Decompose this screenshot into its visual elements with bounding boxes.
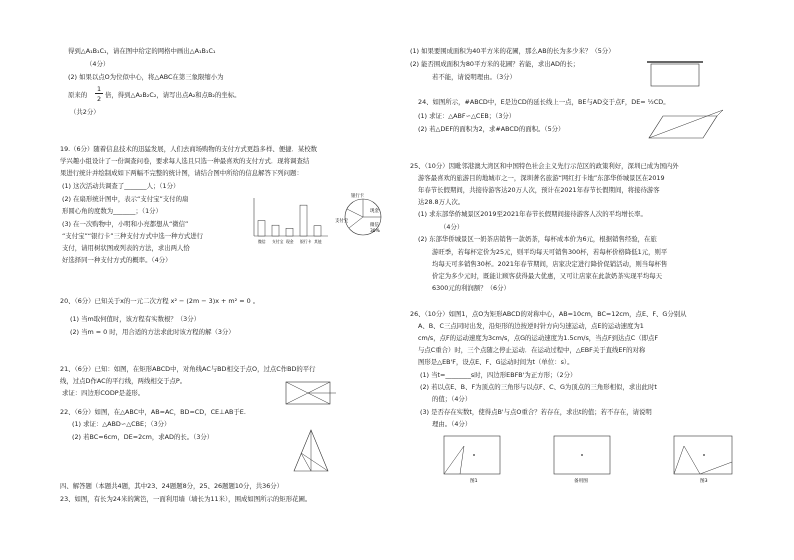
q25-sub1-score: （4分）	[440, 223, 464, 231]
q25-line1: 25、（10分）因毗邻港澳大湾区和中国特色社会主义先行示范区的政策利好，深圳已成为国内外	[410, 162, 679, 170]
q26-line2: A、B、C三点同时出发，沿矩形的边按逆时针方向匀速运动，点E的运动速度为1	[418, 322, 644, 330]
q18-line4b: 倍，得到△A₂B₂C₂，请写出点A₂和点B₂的坐标。	[105, 91, 241, 99]
q24-sub2: (2) 若△DEF的面积为2，求#ABCD的面积。（5分）	[418, 125, 565, 133]
q25-sub2a: (2) 东部华侨城景区一奶茶店销售一款奶茶，每杯成本价为6元，根据销售经验，在旅	[418, 235, 657, 243]
q21-line3: 求证：四边形CODP是菱形。	[62, 389, 145, 397]
q19-sub3c: 支付，请用树状图或列表的方法，求出两人恰	[62, 244, 190, 252]
bar-label-3: 银行卡	[300, 239, 312, 244]
pie-label-bank: 银行卡	[351, 194, 365, 199]
q24-sub1: (1) 求证：△ABF∽△CEB；（3分）	[418, 112, 516, 120]
pie-label-alipay: 支付宝	[335, 219, 349, 224]
q19-sub3b: “支付宝”“银行卡”三种支付方式中选一种方式进行	[62, 232, 204, 240]
q22-sub1: (1) 求证：△ABD∽△CBE；（3分）	[72, 420, 171, 428]
q18-line3: (2) 如果以点O为位似中心，将△ABC在第三象限缩小为	[68, 73, 224, 81]
q22-line1: 22、（6分）如图，在△ABC中，AB=AC，BD=CD，CE⊥AB于E.	[60, 408, 246, 416]
bar-0	[258, 221, 265, 236]
q26-line3: cm/s，点F的运动速度为3cm/s，点G的运动速度为1.5cm/s，当点F到达点C（即点F	[418, 334, 659, 342]
q26-sub2b: 的值；（4分）	[432, 395, 472, 403]
bar-chart	[248, 196, 330, 246]
q25-line4: 达28.8万人次。	[418, 198, 465, 206]
q26-sub3b: 理由。（4分）	[432, 420, 472, 428]
q21-line1: 21、（6分）已知：如图，在矩形ABCD中，对角线AC与BD相交于点O，过点C作BD的平行	[60, 365, 316, 373]
bar-label-4: 其他	[314, 239, 322, 244]
pie-label-cash: 现金	[370, 209, 379, 214]
q19-sub2b: 形圆心角的度数为_______；（1分）	[62, 207, 162, 215]
pie-label-wechat-pct: 30%	[370, 229, 380, 234]
section-4-heading: 四、解答题（本题共4题，其中23、24题题8分，25、26题题10分，共36分）	[60, 482, 284, 490]
q19-sub3a: (3) 在一次购物中，小明和小亮都想从“微信”	[62, 220, 189, 228]
q24-line1: 24、如图所示，#ABCD中，E是边CD的延长线上一点，BE与AD交于点F，DE= ½CD。	[418, 98, 670, 106]
q20-line1: 20、（6分）已知关于x的一元二次方程 x² − (2m − 3)x + m² = 0 。	[60, 297, 260, 305]
q18-line1: 得到△A₁B₁C₁，请在图中给定的网格中画出△A₁B₁C₁	[68, 47, 216, 55]
q23-sub1: (1) 如果要围成面积为40平方米的花圃，那么AB的长为多少米？（5分）	[410, 47, 615, 55]
q26-sub1: (1) 当t=________s时，四边形EBFB'为正方形；（2分）	[420, 371, 577, 379]
q19-sub3d: 好选择同一种支付方式的概率。（4分）	[62, 256, 172, 264]
q19-sub1: (1) 这次活动共调查了_______人；（1分）	[62, 182, 180, 190]
q25-line2: 游客最喜欢的旅游目的地城市之一，深圳著名旅游“网红打卡地”东部华侨城景区在2019	[418, 174, 665, 182]
q21-line2: 线，过点D作AC的平行线，两线相交于点P。	[60, 377, 187, 385]
q25-sub2b: 游旺季，若每杯定价为25元，则平均每天可销售300杯，若每杯价格降低1元，则平	[432, 248, 668, 256]
q26-figure-2	[550, 432, 620, 484]
bar-4	[314, 226, 321, 236]
pie-label-wechat: 微信	[370, 223, 379, 228]
q22-figure	[290, 427, 332, 477]
fig1-caption: 图1	[470, 479, 478, 484]
q20-sub2: (2) 当m = 0 时，用合适的方法求此时该方程的解（3分）	[70, 328, 235, 336]
bar-label-1: 支付宝	[272, 239, 284, 244]
fig3-caption: 图3	[700, 479, 708, 484]
q24-figure	[645, 108, 725, 144]
q22-sub2: (2) 若BC=6cm，DE=2cm，求AD的长。（3分）	[72, 433, 214, 441]
q19-sub2a: (2) 在扇形统计图中，表示“支付宝”支付的扇	[62, 195, 189, 203]
fig2-caption: 备用图	[574, 479, 588, 484]
pie-chart	[333, 190, 391, 242]
q25-sub2c: 均每天可多销售30杯。2021年春节期间，店家决定进行降价促销活动，则当每杯售	[432, 260, 668, 268]
q26-figure-3	[670, 432, 742, 484]
q23-stem: 23、如图，有长为24米的篱笆，一面利用墙（墙长为11米），围成如图所示的矩形花圃。	[60, 495, 312, 503]
q20-sub1: (1) 当m取何值时，该方程有实数根？（3分）	[70, 315, 201, 323]
bar-label-0: 微信	[258, 239, 266, 244]
q26-figure-1	[440, 432, 510, 484]
fraction-denominator: 2	[96, 95, 102, 103]
q23-figure	[645, 56, 705, 90]
q26-line4: 与点C重合）时，三个点随之停止运动．在运动过程中，△EBF关于直线EF的对称	[418, 346, 646, 354]
bar-2	[286, 228, 293, 236]
q19-line1: 19.（6分）随着信息技术的迅猛发展，人们去商场购物的支付方式更趋多样、便捷．某校数	[60, 145, 318, 153]
fraction-numerator: 1	[96, 85, 102, 93]
q25-sub2e: 6300元的利润额？（6分）	[432, 284, 510, 292]
bar-label-2: 现金	[286, 239, 294, 244]
bar-3	[300, 205, 307, 236]
q19-line2: 学兴趣小组设计了一份调查问卷，要求每人选且只选一种最喜欢的支付方式．现将调查结	[60, 157, 310, 165]
q25-sub2d: 价定为多少元时，既能让顾客获得最大优惠，又可让店家在此款奶茶实现平均每天	[432, 272, 663, 280]
q26-sub2a: (2) 若以点E、B、F为顶点的三角形与以点F、C、G为顶点的三角形相似，求出此时t	[420, 383, 657, 391]
q26-line1: 26、（10分）如图1，点O为矩形ABCD的对称中心，AB=10cm，BC=12cm，点E、F、G分别从	[410, 310, 687, 318]
q26-line5: 图形是△EB'F，设点E、F、G运动时间为t（单位：s）。	[418, 358, 574, 366]
fraction-bar	[95, 93, 103, 94]
q25-sub1: (1) 求东部华侨城景区2019至2021年春节长假期间接待游客人次的平均增长率。	[418, 210, 647, 218]
q18-score2: （共2分）	[70, 108, 100, 116]
q23-sub2b: 若不能，请说明理由。（3分）	[432, 73, 516, 81]
bar-1	[272, 225, 279, 236]
q23-sub2a: (2) 能否围成面积为80平方米的花圃？若能，求出AD的长；	[410, 60, 580, 68]
q19-line3: 果进行统计并绘制成如下两幅不完整的统计图，请结合图中所给的信息解答下列问题：	[60, 169, 303, 177]
q25-line3: 年春节长假期间，共接待游客达20万人次，预计在2021年春节长假期间，将接待游客	[418, 186, 660, 194]
q18-line4a: 原来的	[68, 91, 88, 99]
q18-score1: （4分）	[86, 60, 110, 68]
q21-figure	[280, 378, 340, 410]
q26-sub3a: (3) 是否存在实数t，使得点B'与点O重合？若存在，求出t的值；若不存在，请说明	[420, 408, 652, 416]
